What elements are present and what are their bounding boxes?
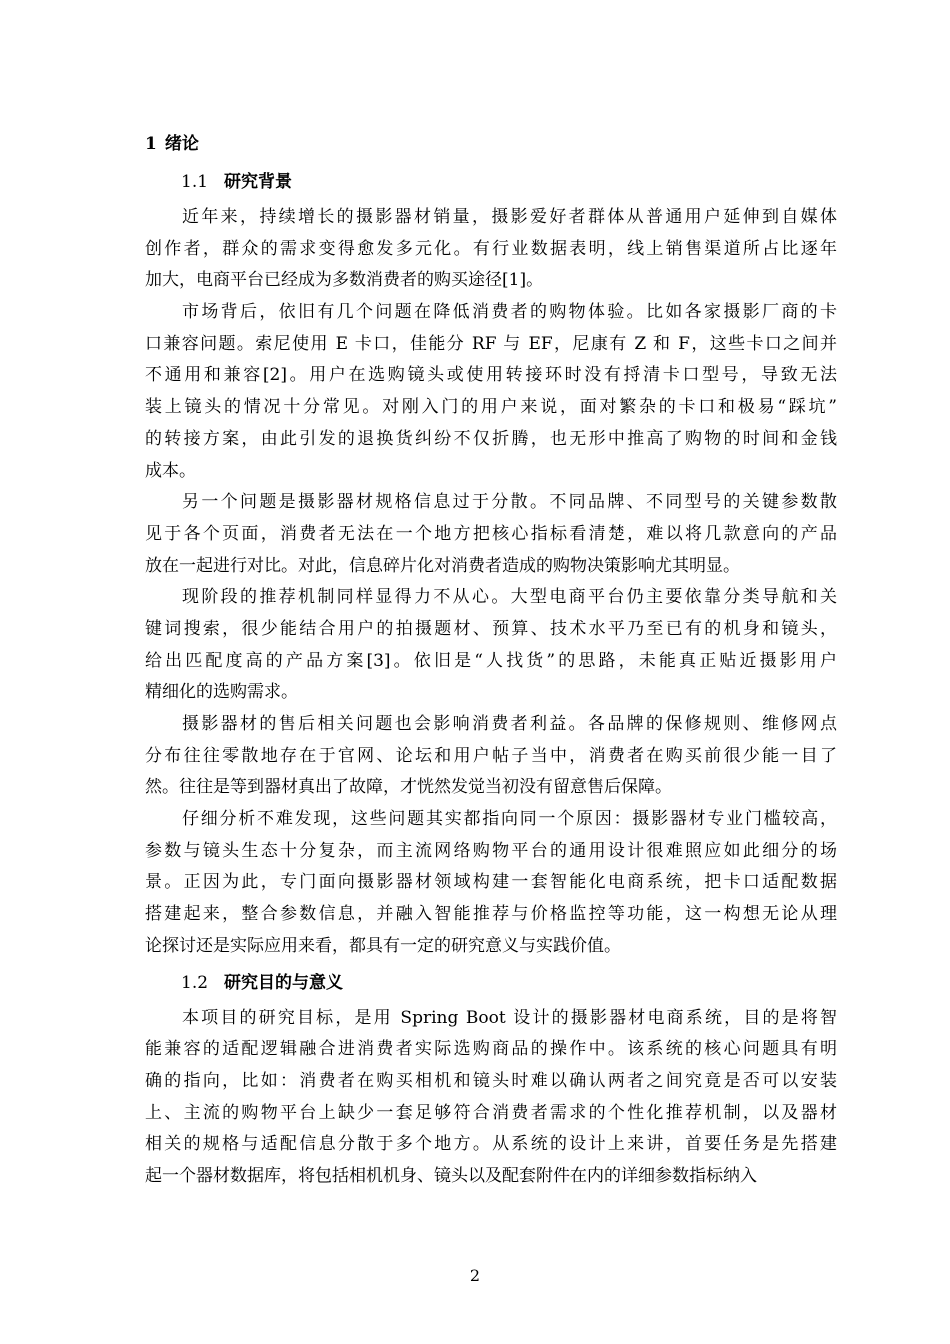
text-line: 近年来，持续增长的摄影器材销量，摄影爱好者群体从普通用户延伸到自媒体: [182, 207, 837, 227]
chapter-title: 绪论: [164, 134, 199, 154]
text-line: 然。往往是等到器材真出了故障，才恍然发觉当初没有留意售后保障。: [145, 777, 672, 798]
text-line: 市场背后，依旧有几个问题在降低消费者的购物体验。比如各家摄影厂商的卡: [182, 302, 837, 323]
paragraph: [145, 202, 837, 297]
section-number: 1.2: [181, 972, 209, 993]
text-line: 参数与镜头生态十分复杂，而主流网络购物平台的通用设计很难照应如此细分的场: [145, 840, 837, 861]
section-body-1-1: [145, 202, 837, 963]
text-line: 摄影器材的售后相关问题也会影响消费者利益。各品牌的保修规则、维修网点: [182, 714, 837, 734]
text-line: 景。正因为此，专门面向摄影器材领域构建一套智能化电商系统，把卡口适配数据: [145, 872, 837, 893]
text-line: 给出匹配度高的产品方案[3]。依旧是“人找货”的思路，未能真正贴近摄影用户: [145, 650, 837, 671]
text-line: 见于各个页面，消费者无法在一个地方把核心指标看清楚，难以将几款意向的产品: [145, 523, 837, 544]
text-line: 仔细分析不难发现，这些问题其实都指向同一个原因：摄影器材专业门槛较高，: [182, 809, 837, 830]
section-body-1-2: [145, 1003, 837, 1193]
text-line: 口兼容问题。索尼使用 E 卡口，佳能分 RF 与 EF，尼康有 Z 和 F，这些卡口之间并: [145, 333, 837, 354]
text-line: 起一个器材数据库，将包括相机机身、镜头以及配套附件在内的详细参数指标纳入: [145, 1165, 757, 1186]
text-line: 能兼容的适配逻辑融合进消费者实际选购商品的操作中。该系统的核心问题具有明: [145, 1039, 837, 1060]
page-content: [145, 128, 837, 1193]
paragraph: [145, 297, 837, 487]
text-line: 另一个问题是摄影器材规格信息过于分散。不同品牌、不同型号的关键参数散: [182, 492, 837, 513]
text-line: 本项目的研究目标，是用 Spring Boot 设计的摄影器材电商系统，目的是将智: [182, 1007, 837, 1028]
paragraph: [145, 709, 837, 804]
text-line: 放在一起进行对比。对此，信息碎片化对消费者造成的购物决策影响尤其明显。: [145, 555, 740, 576]
chapter-number: 1: [145, 134, 157, 154]
text-line: 相关的规格与适配信息分散于多个地方。从系统的设计上来讲，首要任务是先搭建: [145, 1134, 837, 1155]
paragraph: [145, 487, 837, 582]
text-line: 不通用和兼容[2]。用户在选购镜头或使用转接环时没有捋清卡口型号，导致无法: [145, 365, 837, 386]
section-title: 研究背景: [224, 172, 293, 192]
text-line: 上、主流的购物平台上缺少一套足够符合消费者需求的个性化推荐机制，以及器材: [145, 1102, 837, 1123]
paragraph: [145, 1003, 837, 1193]
text-line: 创作者，群众的需求变得愈发多元化。有行业数据表明，线上销售渠道所占比逐年: [145, 238, 837, 259]
text-line: 现阶段的推荐机制同样显得力不从心。大型电商平台仍主要依靠分类导航和关: [182, 587, 837, 608]
text-line: 精细化的选购需求。: [145, 682, 298, 703]
text-line: 确的指向，比如：消费者在购买相机和镜头时难以确认两者之间究竟是否可以安装: [145, 1070, 837, 1091]
text-line: 加大，电商平台已经成为多数消费者的购买途径[1]。: [145, 270, 544, 291]
section-heading-1-2: [145, 967, 837, 999]
chapter-heading: [145, 128, 837, 160]
text-line: 键词搜索，很少能结合用户的拍摄题材、预算、技术水平乃至已有的机身和镜头，: [145, 618, 837, 639]
text-line: 装上镜头的情况十分常见。对刚入门的用户来说，面对繁杂的卡口和极易“踩坑”: [145, 397, 837, 418]
section-title: 研究目的与意义: [224, 972, 344, 993]
text-line: 搭建起来，整合参数信息，并融入智能推荐与价格监控等功能，这一构想无论从理: [145, 904, 837, 925]
paragraph: [145, 582, 837, 709]
text-line: 分布往往零散地存在于官网、论坛和用户帖子当中，消费者在购买前很少能一目了: [145, 745, 837, 766]
text-line: 的转接方案，由此引发的退换货纠纷不仅折腾，也无形中推高了购物的时间和金钱: [145, 428, 837, 449]
text-line: 成本。: [145, 460, 196, 481]
section-number: 1.1: [181, 172, 209, 192]
page-number: 2: [469, 1266, 481, 1285]
paragraph: [145, 804, 837, 962]
text-line: 论探讨还是实际应用来看，都具有一定的研究意义与实践价值。: [145, 935, 621, 956]
section-heading-1-1: [145, 166, 837, 198]
